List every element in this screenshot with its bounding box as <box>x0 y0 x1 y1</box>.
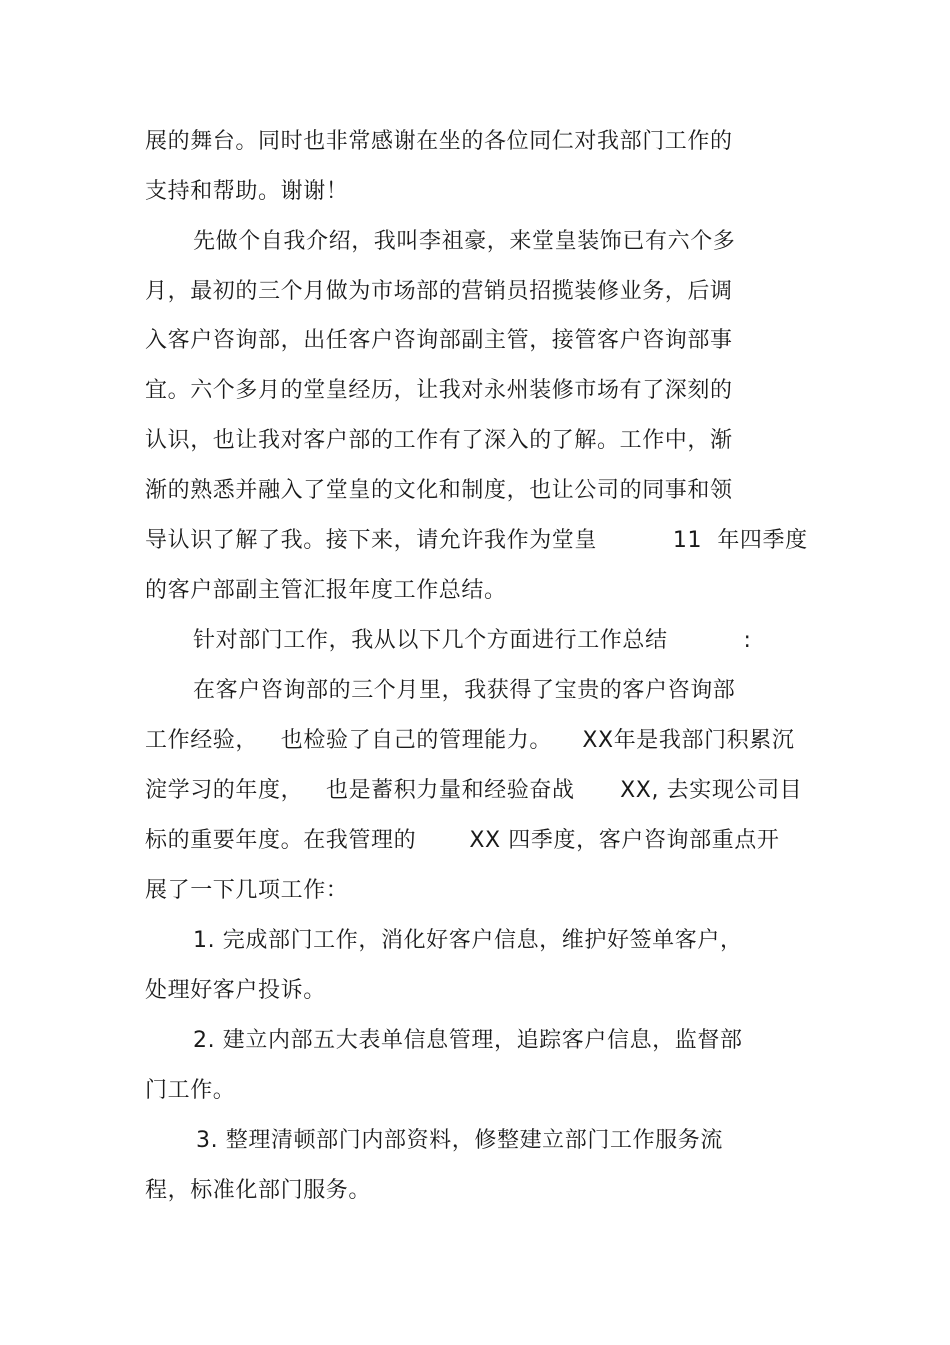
text-line: 认识，也让我对客户部的工作有了深入的了解。工作中，渐 <box>145 428 733 453</box>
text-line: 处理好客户投诉。 <box>145 978 326 1003</box>
list-item-3: 3. 整理清顿部门内部资料，修整建立部门工作服务流 <box>196 1128 723 1153</box>
text-line: 支持和帮助。谢谢！ <box>145 179 349 204</box>
text-line: 的客户部副主管汇报年度工作总结。 <box>145 578 507 603</box>
text-line: 针对部门工作，我从以下几个方面进行工作总结 : <box>193 628 752 653</box>
text-line: 渐的熟悉并融入了堂皇的文化和制度，也让公司的同事和领 <box>145 478 733 503</box>
text-line: 程，标准化部门服务。 <box>145 1178 372 1203</box>
text-line: 宜。六个多月的堂皇经历，让我对永州装修市场有了深刻的 <box>145 378 733 403</box>
text-line: 导认识了解了我。接下来，请允许我作为堂皇 11 年四季度 <box>145 528 808 553</box>
text-line: 门工作。 <box>145 1078 236 1103</box>
text-line: 淀学习的年度， 也是蓄积力量和经验奋战 XX, 去实现公司目 <box>145 778 803 803</box>
list-item-1: 1. 完成部门工作，消化好客户信息，维护好签单客户， <box>193 928 743 953</box>
text-line: 入客户咨询部，出任客户咨询部副主管，接管客户咨询部事 <box>145 328 733 353</box>
text-line: 标的重要年度。在我管理的 XX 四季度，客户咨询部重点开 <box>145 828 780 853</box>
text-line: 工作经验， 也检验了自己的管理能力。 XX年是我部门积累沉 <box>145 728 795 753</box>
text-line: 展了一下几项工作： <box>145 878 349 903</box>
text-line: 先做个自我介绍，我叫李祖豪，来堂皇装饰已有六个多 <box>193 229 736 254</box>
text-line: 月，最初的三个月做为市场部的营销员招揽装修业务，后调 <box>145 279 733 304</box>
text-line: 在客户咨询部的三个月里，我获得了宝贵的客户咨询部 <box>193 678 736 703</box>
text-line: 展的舞台。同时也非常感谢在坐的各位同仁对我部门工作的 <box>145 129 733 154</box>
list-item-2: 2. 建立内部五大表单信息管理，追踪客户信息，监督部 <box>193 1028 743 1053</box>
